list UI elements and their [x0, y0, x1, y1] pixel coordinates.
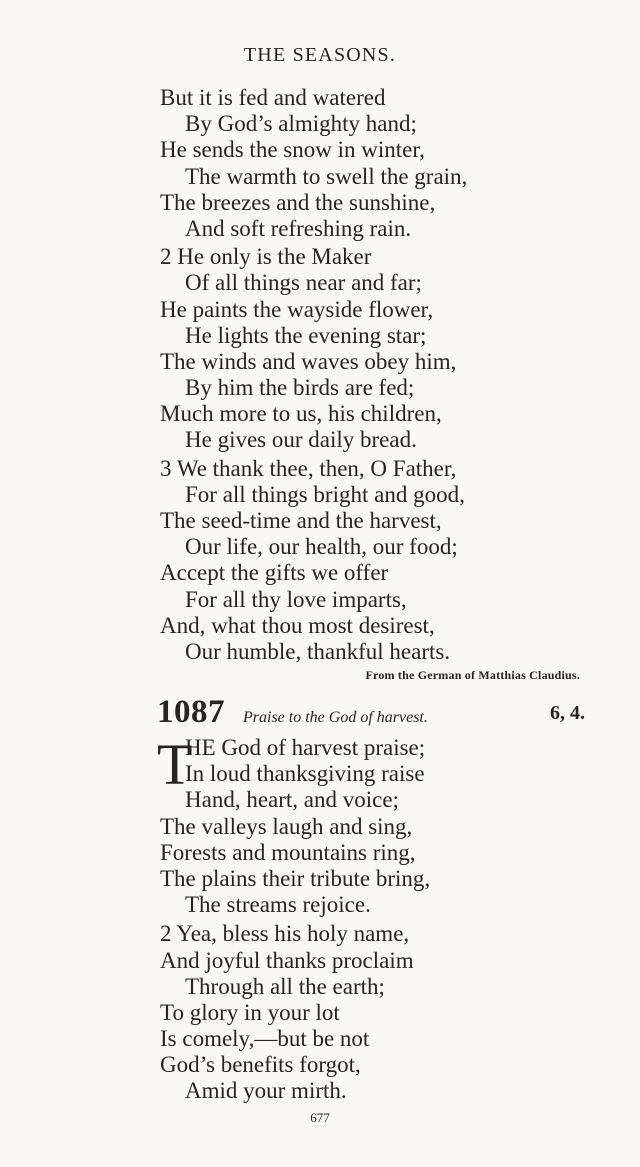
verse-line: For all things bright and good, [185, 481, 465, 507]
verse-line: Is comely,—but be not [160, 1026, 370, 1052]
page-number: 677 [310, 1110, 330, 1125]
verse-line: The breezes and the sunshine, [160, 189, 436, 215]
verse-line: God’s benefits forgot, [160, 1052, 361, 1078]
verse-line: Forests and mountains ring, [160, 839, 416, 865]
verse-line: The plains their tribute bring, [160, 865, 431, 891]
hymn-meter: 6, 4. [550, 702, 585, 724]
verse-line: 3 We thank thee, then, O Father, [160, 455, 457, 481]
hymn-heading [157, 694, 587, 732]
verse-line: By God’s almighty hand; [185, 111, 417, 137]
verse-line: Much more to us, his children, [160, 401, 442, 427]
verse-line: But it is fed and watered [160, 85, 386, 110]
stanza [160, 244, 467, 454]
verse-line: And joyful thanks proclaim [160, 947, 414, 973]
hymn-title: Praise to the God of harvest. [243, 709, 428, 726]
verse-line: He paints the wayside flower, [160, 296, 434, 322]
verse-line: HE God of harvest praise; [185, 735, 426, 760]
hymn-1087-text [160, 735, 430, 1105]
verse-line: For all thy love imparts, [185, 586, 407, 612]
verse-line: He sends the snow in winter, [160, 137, 425, 163]
verse-line: He lights the evening star; [185, 322, 427, 348]
verse-line: Amid your mirth. [185, 1078, 347, 1104]
verse-line: The seed-time and the harvest, [160, 508, 442, 533]
verse-line: The valleys laugh and sing, [160, 813, 413, 839]
stanza [160, 456, 467, 666]
verse-line: The warmth to swell the grain, [185, 163, 468, 189]
stanza [160, 735, 430, 918]
verse-line: Of all things near and far; [185, 270, 422, 296]
verse-line: Accept the gifts we offer [160, 560, 389, 586]
verse-line: And, what thou most desirest, [160, 612, 435, 638]
verse-line: 2 He only is the Maker [160, 244, 372, 270]
verse-line: Our life, our health, our food; [185, 534, 458, 560]
verse-line: He gives our daily bread. [185, 427, 417, 453]
verse-line: The winds and waves obey him, [160, 348, 457, 374]
hymn-number: 1087 [157, 694, 225, 730]
verse-line: To glory in your lot [160, 999, 340, 1025]
attribution: From the German of Matthias Claudius. [365, 668, 580, 682]
running-header: THE SEASONS. [243, 44, 397, 66]
verse-line: The streams rejoice. [185, 892, 371, 918]
drop-cap: T [157, 732, 193, 797]
verse-line: Hand, heart, and voice; [185, 787, 399, 813]
verse-line: By him the birds are fed; [185, 375, 415, 401]
verse-line: Through all the earth; [185, 973, 385, 999]
stanza [160, 85, 467, 242]
stanza [160, 921, 430, 1104]
verse-line: And soft refreshing rain. [185, 215, 412, 241]
verse-line: In loud thanksgiving raise [185, 761, 425, 787]
hymn-continuation [160, 85, 467, 665]
verse-line: 2 Yea, bless his holy name, [160, 921, 410, 947]
verse-line: Our humble, thankful hearts. [185, 638, 451, 664]
